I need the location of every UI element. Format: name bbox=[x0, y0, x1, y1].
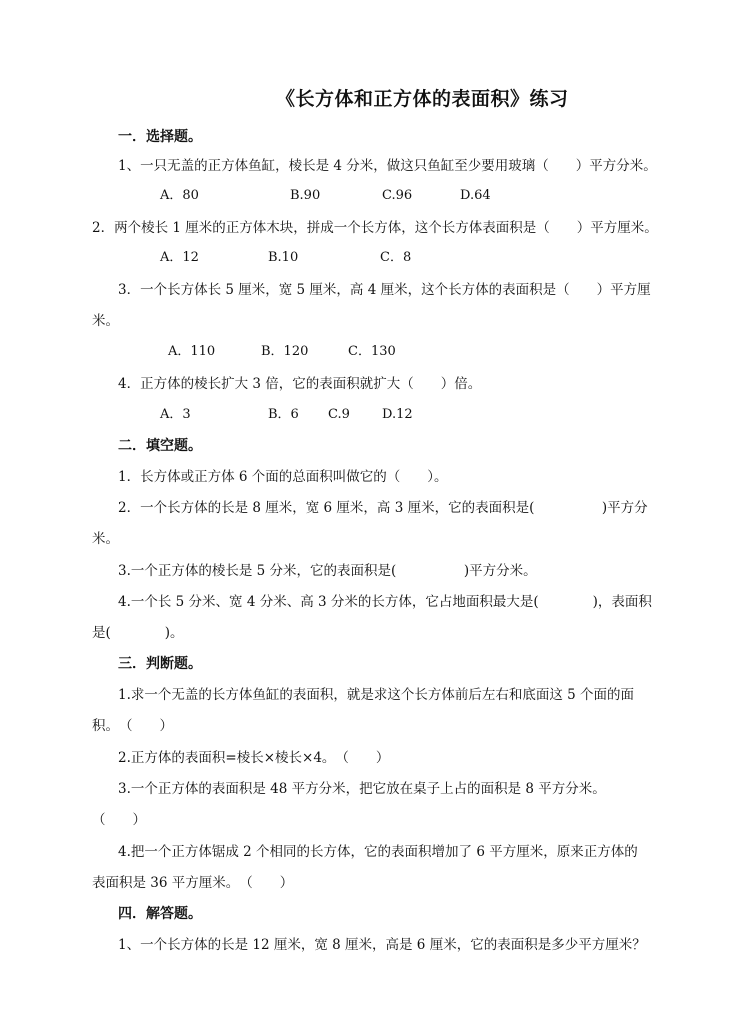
fill-q4-line2: 是( )。 bbox=[92, 625, 184, 641]
judge-q3-line2: （ ） bbox=[92, 812, 146, 828]
choice-q4-option-b: B．6 bbox=[268, 407, 299, 422]
judge-q1-line2: 积。 （ ） bbox=[92, 718, 173, 734]
judge-q4-line1: 4.把一个正方体锯成 2 个相同的长方体，它的表面积增加了 6 平方厘米，原来正方体的 bbox=[118, 844, 638, 860]
choice-q4-option-a: A．3 bbox=[160, 407, 191, 422]
fill-q2-line1: 2．一个长方体的长是 8 厘米，宽 6 厘米，高 3 厘米，它的表面积是( )平方分 bbox=[118, 500, 648, 516]
choice-q3-line2: 米。 bbox=[92, 313, 119, 329]
fill-q4-line1: 4.一个长 5 分米、宽 4 分米、高 3 分米的长方体，它占地面积最大是( )，表面积 bbox=[118, 594, 652, 610]
fill-q2-line2: 米。 bbox=[92, 531, 119, 547]
fill-q3: 3.一个正方体的棱长是 5 分米，它的表面积是( )平方分米。 bbox=[118, 563, 537, 579]
fill-q1: 1．长方体或正方体 6 个面的总面积叫做它的（ ）。 bbox=[118, 469, 448, 485]
section-judge-heading: 三．判断题。 bbox=[118, 656, 202, 672]
judge-q2: 2.正方体的表面积=棱长×棱长×4。 （ ） bbox=[118, 750, 390, 766]
choice-q1-option-a: A．80 bbox=[160, 188, 199, 203]
choice-q3-option-b: B．120 bbox=[261, 344, 309, 359]
choice-q3-line1: 3．一个长方体长 5 厘米，宽 5 厘米，高 4 厘米，这个长方体的表面积是（ ）平方厘 bbox=[118, 282, 651, 298]
judge-q3-line1: 3.一个正方体的表面积是 48 平方分米，把它放在桌子上占的面积是 8 平方分米。 bbox=[118, 781, 606, 797]
choice-q2-option-a: A．12 bbox=[160, 250, 199, 265]
choice-q1-option-d: D.64 bbox=[460, 188, 491, 203]
page-title: 《长方体和正方体的表面积》练习 bbox=[276, 88, 569, 110]
choice-q1: 1、一只无盖的正方体鱼缸，棱长是 4 分米，做这只鱼缸至少要用玻璃（ ）平方分米。 bbox=[118, 158, 657, 174]
choice-q4: 4．正方体的棱长扩大 3 倍，它的表面积就扩大（ ）倍。 bbox=[118, 376, 482, 392]
choice-q1-option-b: B.90 bbox=[290, 188, 321, 203]
judge-q4-line2: 表面积是 36 平方厘米。 （ ） bbox=[92, 875, 294, 891]
choice-q4-option-d: D.12 bbox=[382, 407, 413, 422]
solve-q1: 1、一个长方体的长是 12 厘米，宽 8 厘米，高是 6 厘米，它的表面积是多少平方厘米？ bbox=[118, 937, 646, 953]
choice-q3-option-a: A．110 bbox=[168, 344, 216, 359]
section-solve-heading: 四．解答题。 bbox=[118, 906, 202, 922]
choice-q3-option-c: C．130 bbox=[348, 344, 396, 359]
choice-q4-option-c: C.9 bbox=[328, 407, 350, 422]
choice-q2-option-b: B.10 bbox=[268, 250, 299, 265]
section-fill-heading: 二．填空题。 bbox=[118, 438, 202, 454]
section-choice-heading: 一．选择题。 bbox=[118, 129, 202, 145]
choice-q1-option-c: C.96 bbox=[382, 188, 413, 203]
choice-q2-option-c: C．8 bbox=[380, 250, 412, 265]
judge-q1-line1: 1.求一个无盖的长方体鱼缸的表面积，就是求这个长方体前后左右和底面这 5 个面的面 bbox=[118, 687, 635, 703]
choice-q2: 2．两个棱长 1 厘米的正方体木块，拼成一个长方体，这个长方体表面积是（ ）平方厘米。 bbox=[92, 220, 658, 236]
